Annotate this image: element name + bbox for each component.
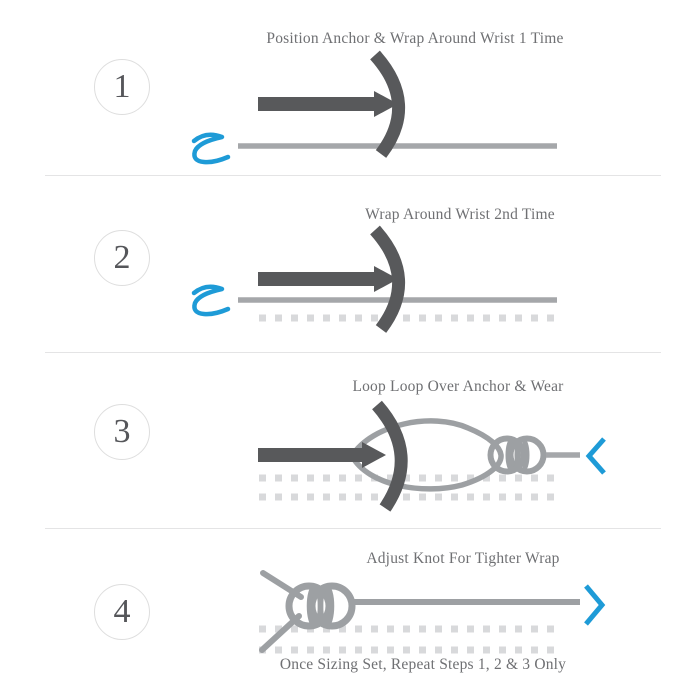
section-divider bbox=[45, 352, 661, 353]
step-4-number: 4 bbox=[113, 593, 131, 630]
chevron-left-icon bbox=[589, 439, 604, 473]
step-4-footnote: Once Sizing Set, Repeat Steps 1, 2 & 3 Only bbox=[279, 656, 567, 673]
step-4-illustration bbox=[180, 555, 640, 655]
step-1-number-badge bbox=[94, 59, 150, 115]
coil-knot-icon bbox=[289, 586, 352, 626]
step-2-number-badge bbox=[94, 230, 150, 286]
rope-end-squiggle-icon bbox=[194, 287, 228, 314]
anchor-icon bbox=[258, 55, 399, 154]
anchor-icon bbox=[258, 230, 399, 329]
step-2-number: 2 bbox=[113, 239, 131, 276]
step-4-caption: Adjust Knot For Tighter Wrap bbox=[366, 550, 560, 567]
section-divider bbox=[45, 528, 661, 529]
step-3-illustration bbox=[180, 400, 640, 515]
rope-end-squiggle-icon bbox=[194, 135, 228, 162]
step-1-caption: Position Anchor & Wrap Around Wrist 1 Time bbox=[266, 30, 564, 47]
anchor-icon bbox=[258, 405, 401, 508]
step-3-caption: Loop Loop Over Anchor & Wear bbox=[352, 378, 564, 395]
chevron-right-icon bbox=[586, 586, 602, 624]
step-3-number: 3 bbox=[113, 413, 131, 450]
section-divider bbox=[45, 175, 661, 176]
step-1-illustration bbox=[180, 45, 620, 175]
step-3-number-badge bbox=[94, 404, 150, 460]
step-2-caption: Wrap Around Wrist 2nd Time bbox=[365, 206, 555, 223]
anchor-tip bbox=[362, 442, 386, 468]
step-1-number: 1 bbox=[113, 68, 131, 105]
step-4-number-badge bbox=[94, 584, 150, 640]
step-2-illustration bbox=[180, 225, 620, 350]
